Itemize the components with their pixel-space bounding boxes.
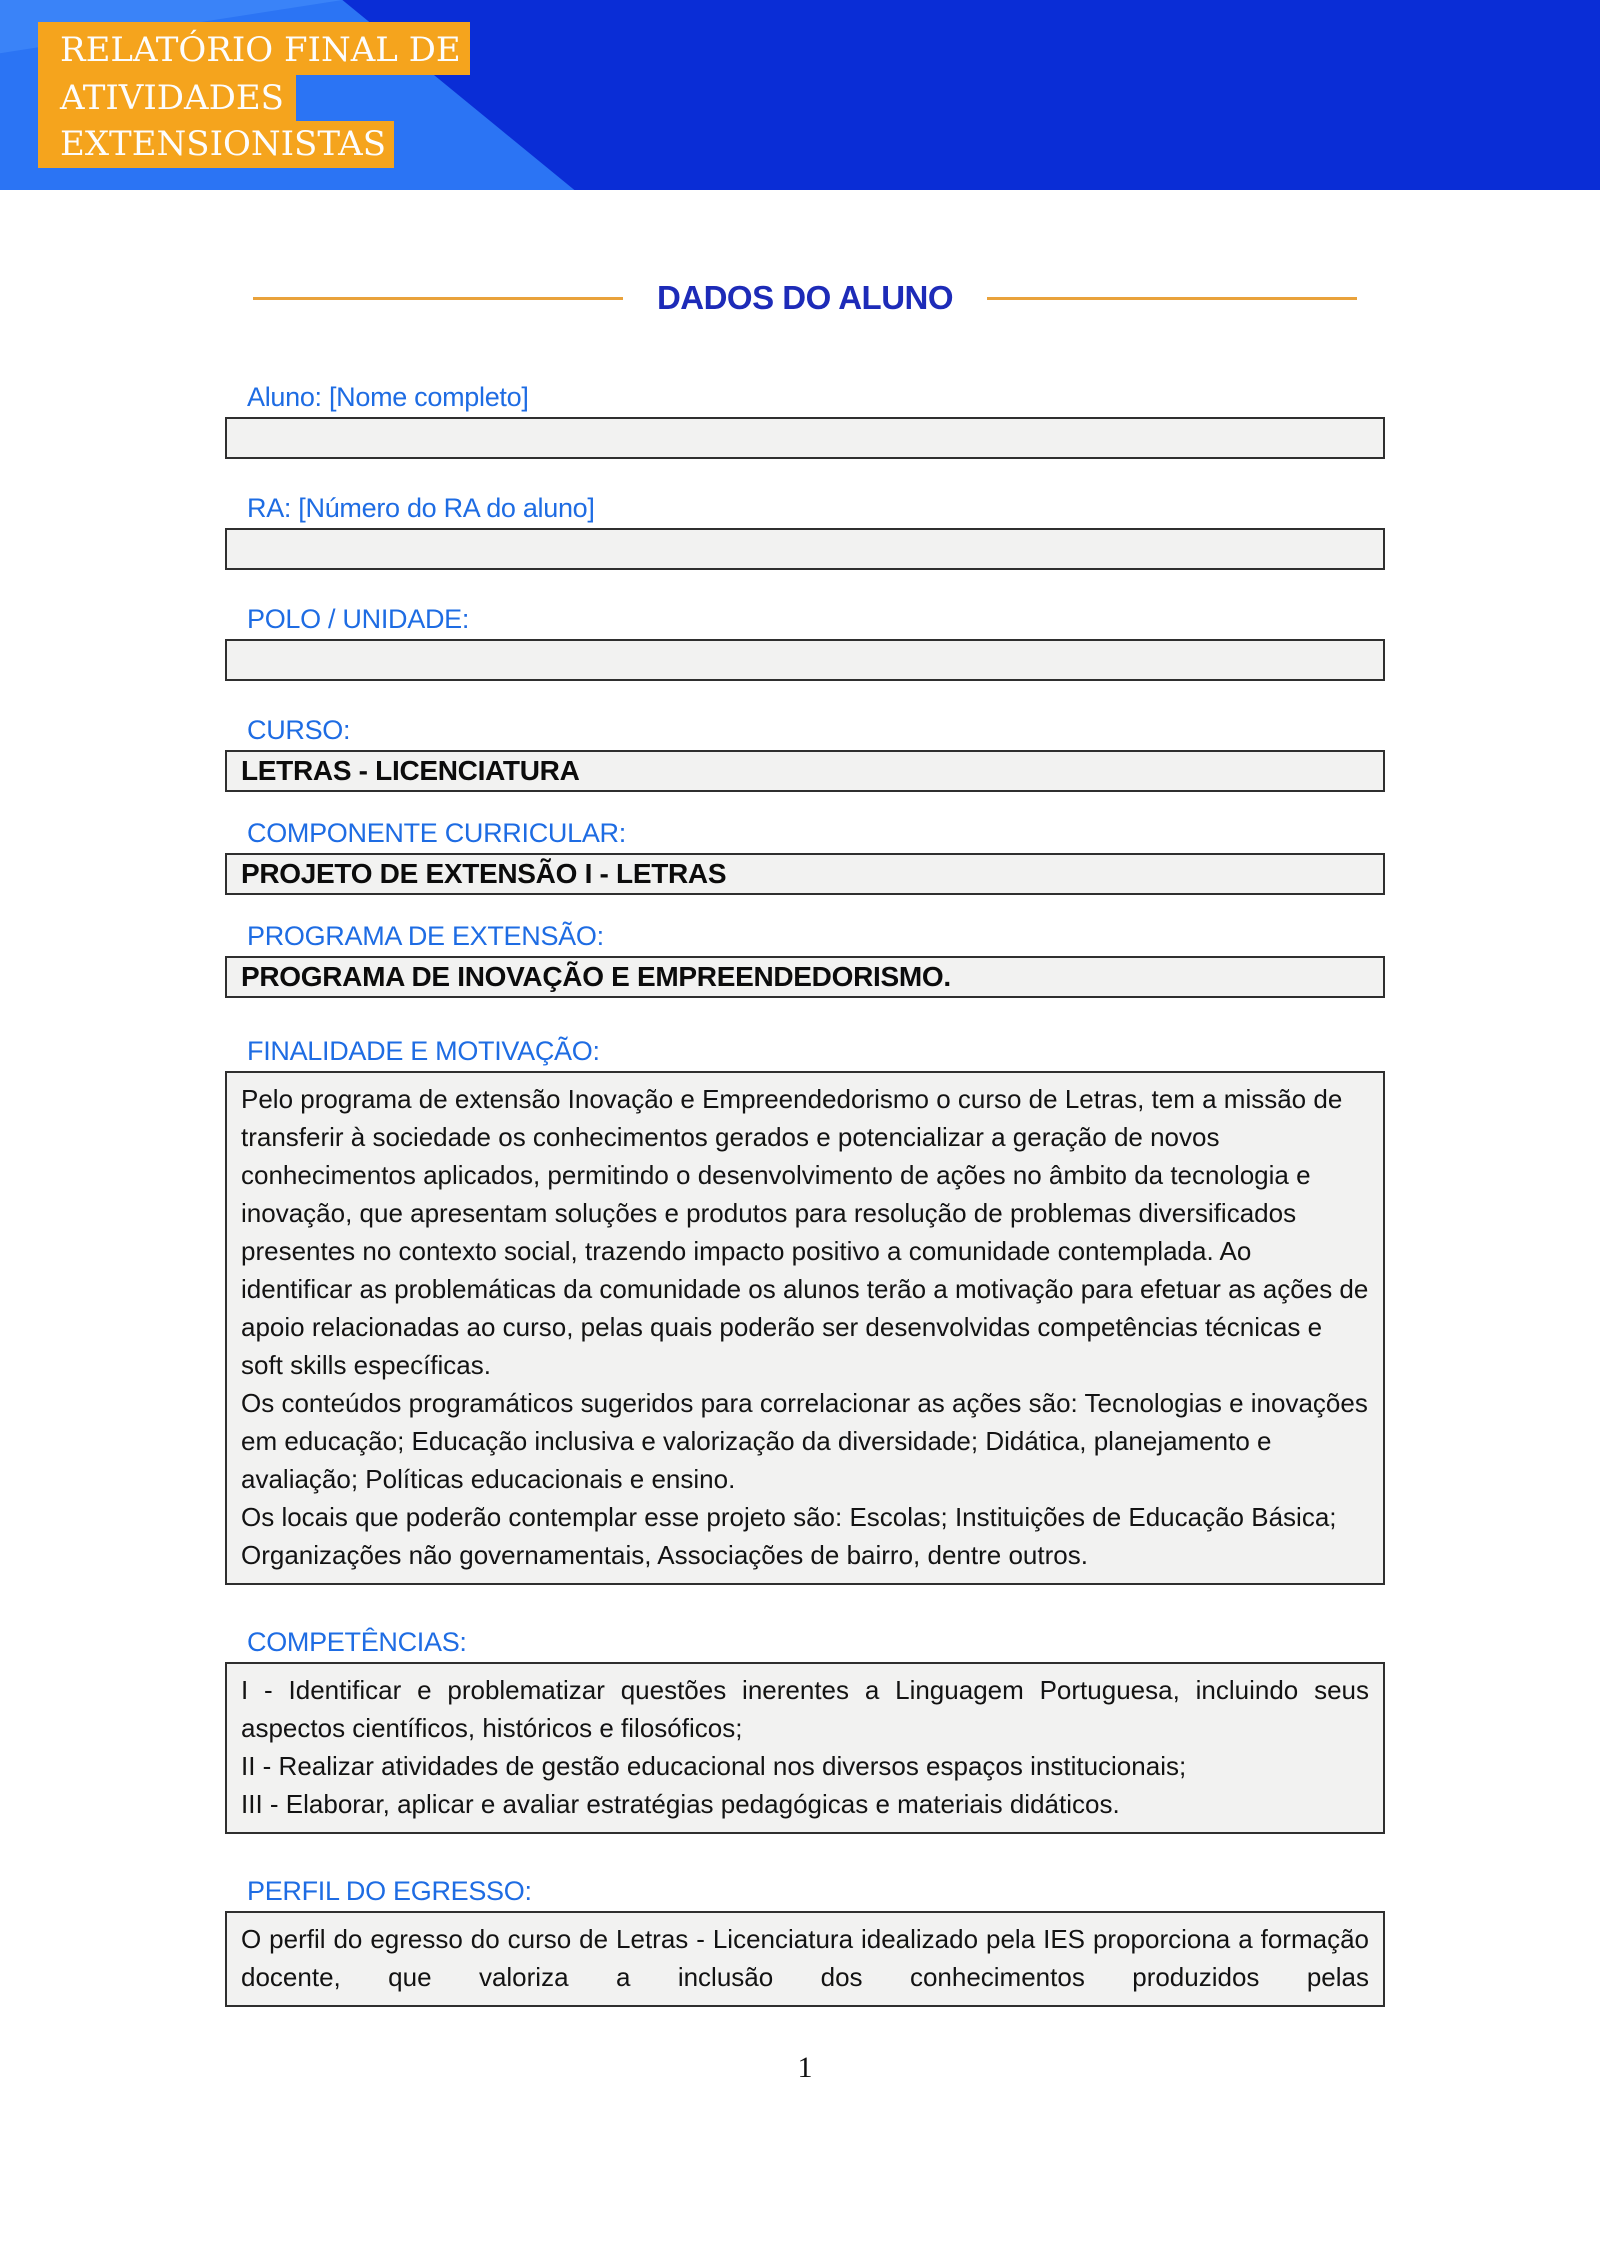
polo-unidade-field-label: POLO / UNIDADE: [247, 604, 470, 634]
header-banner [0, 0, 1600, 190]
finalidade-paragraph-1: Pelo programa de extensão Inovação e Empreendedorismo o curso de Letras, tem a missão de transferir à sociedade os conhecimentos gerados e potencializar a geração de novos conhecimentos aplicados, permitindo o desenvolvimento de ações no âmbito da tecnologia e inovação, que apresentam soluções e produtos para resolução de problemas diversificados presentes no contexto social, trazendo impacto positivo a comunidade contemplada. Ao identificar as problemáticas da comunidade os alunos terão a motivação para efetuar as ações de apoio relacionadas ao curso, pelas quais poderão ser desenvolvidas competências técnicas e soft skills específicas. [241, 1084, 1369, 1380]
field-finalidade-motivacao [225, 1036, 1385, 1585]
field-componente-curricular [225, 818, 1385, 895]
competencias-text-box [225, 1662, 1385, 1834]
competencia-item-3: III - Elaborar, aplicar e avaliar estratégias pedagógicas e materiais didáticos. [241, 1789, 1120, 1819]
finalidade-text-box [225, 1071, 1385, 1585]
field-curso [225, 715, 1385, 792]
perfil-egresso-text-box [225, 1911, 1385, 2007]
badge-line-1: RELATÓRIO FINAL DE [38, 22, 470, 75]
perfil-egresso-paragraph: O perfil do egresso do curso de Letras - Licenciatura idealizado pela IES proporciona a formação docente, que valoriza a inclusão dos conhecimentos produzidos pelas [241, 1924, 1369, 1992]
section-title-row [225, 278, 1385, 318]
componente-curricular-value-box[interactable]: PROJETO DE EXTENSÃO I - LETRAS [225, 853, 1385, 895]
competencias-field-label: COMPETÊNCIAS: [247, 1627, 467, 1657]
field-perfil-egresso [225, 1876, 1385, 2007]
curso-value-box[interactable]: LETRAS - LICENCIATURA [225, 750, 1385, 792]
title-divider-left [253, 297, 623, 300]
field-polo-unidade [225, 604, 1385, 681]
aluno-field-label: Aluno: [Nome completo] [247, 382, 529, 412]
field-aluno [225, 382, 1385, 459]
componente-curricular-field-label: COMPONENTE CURRICULAR: [247, 818, 626, 848]
title-divider-right [987, 297, 1357, 300]
page-number: 1 [797, 2051, 813, 2084]
competencia-item-2: II - Realizar atividades de gestão educacional nos diversos espaços institucionais; [241, 1751, 1187, 1781]
field-programa-extensao [225, 921, 1385, 998]
programa-extensao-value-box[interactable]: PROGRAMA DE INOVAÇÃO E EMPREENDEDORISMO. [225, 956, 1385, 998]
curso-field-label: CURSO: [247, 715, 351, 745]
badge-line-3: EXTENSIONISTAS [38, 121, 394, 168]
form-content [225, 278, 1385, 2085]
finalidade-field-label: FINALIDADE E MOTIVAÇÃO: [247, 1036, 600, 1066]
badge-line-2: ATIVIDADES [38, 75, 296, 121]
page-title: DADOS DO ALUNO [656, 279, 954, 316]
report-title-badge [38, 22, 470, 168]
competencia-item-1: I - Identificar e problematizar questões inerentes a Linguagem Portuguesa, incluindo seus aspectos científicos, históricos e filosóficos; [241, 1675, 1369, 1743]
programa-extensao-field-label: PROGRAMA DE EXTENSÃO: [247, 921, 604, 951]
field-competencias [225, 1627, 1385, 1834]
perfil-egresso-field-label: PERFIL DO EGRESSO: [247, 1876, 532, 1906]
field-ra [225, 493, 1385, 570]
finalidade-paragraph-3: Os locais que poderão contemplar esse projeto são: Escolas; Instituições de Educação Básica; Organizações não governamentais, Associações de bairro, dentre outros. [241, 1502, 1337, 1570]
polo-unidade-input[interactable] [225, 639, 1385, 681]
ra-input[interactable] [225, 528, 1385, 570]
ra-field-label: RA: [Número do RA do aluno] [247, 493, 595, 523]
finalidade-paragraph-2: Os conteúdos programáticos sugeridos para correlacionar as ações são: Tecnologias e inovações em educação; Educação inclusiva e valorização da diversidade; Didática, planejamento e avaliação; Políticas educacionais e ensino. [241, 1388, 1368, 1494]
aluno-input[interactable] [225, 417, 1385, 459]
